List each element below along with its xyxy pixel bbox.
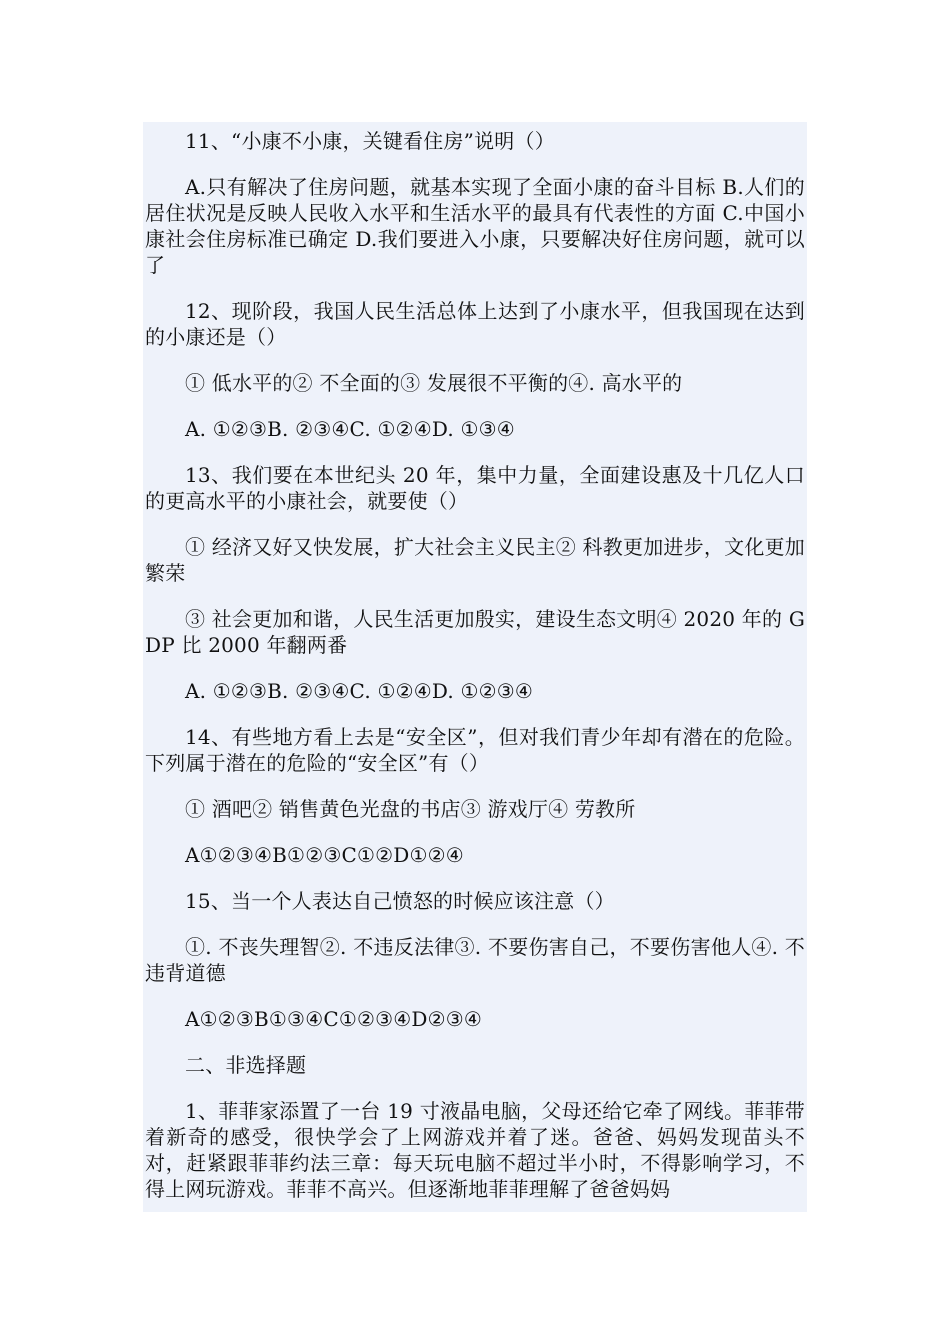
question-15-options: A①②③B①③④C①②③④D②③④ [185,1007,482,1031]
question-15: 15、当一个人表达自己愤怒的时候应该注意（） [185,889,615,913]
question-12: 12、现阶段，我国人民生活总体上达到了小康水平，但我国现在达到的小康还是（） [145,299,805,349]
question-13-items-1: ① 经济又好又快发展，扩大社会主义民主② 科教更加进步，文化更加繁荣 [145,535,805,585]
question-13-items-2: ③ 社会更加和谐，人民生活更加殷实，建设生态文明④ 2020 年的 GDP 比 2000 年翻两番 [145,607,805,657]
question-12-options: A. ①②③B. ②③④C. ①②④D. ①③④ [185,417,515,441]
question-14-items: ① 酒吧② 销售黄色光盘的书店③ 游戏厅④ 劳教所 [185,797,636,821]
essay-question-1: 1、菲菲家添置了一台 19 寸液晶电脑，父母还给它牵了网线。菲菲带着新奇的感受，很快学会了上网游戏并着了迷。爸爸、妈妈发现苗头不对，赶紧跟菲菲约法三章：每天玩电脑不超过半小时，不得影响学习，不得上网玩游戏。菲菲不高兴。但逐渐地菲菲理解了爸爸妈妈 [145,1099,805,1201]
question-12-items: ① 低水平的② 不全面的③ 发展很不平衡的④. 高水平的 [185,371,683,395]
question-11: 11、“小康不小康，关键看住房”说明（） [185,129,555,153]
question-15-items: ①. 不丧失理智②. 不违反法律③. 不要伤害自己，不要伤害他人④. 不违背道德 [145,935,805,985]
question-14: 14、有些地方看上去是“安全区”，但对我们青少年却有潜在的危险。下列属于潜在的危险的“安全区”有（） [145,725,805,775]
question-13: 13、我们要在本世纪头 20 年，集中力量，全面建设惠及十几亿人口的更高水平的小康社会，就要使（） [145,463,805,513]
document-body [145,128,805,1222]
section-heading: 二、非选择题 [185,1053,307,1077]
question-14-options: A①②③④B①②③C①②D①②④ [185,843,464,867]
question-11-options: A.只有解决了住房问题，就基本实现了全面小康的奋斗目标 B.人们的居住状况是反映人民收入水平和生活水平的最具有代表性的方面 C.中国小康社会住房标准已确定 D.我们要进入小康，只要解决好住房问题，就可以了 [145,175,805,277]
question-13-options: A. ①②③B. ②③④C. ①②④D. ①②③④ [185,679,533,703]
